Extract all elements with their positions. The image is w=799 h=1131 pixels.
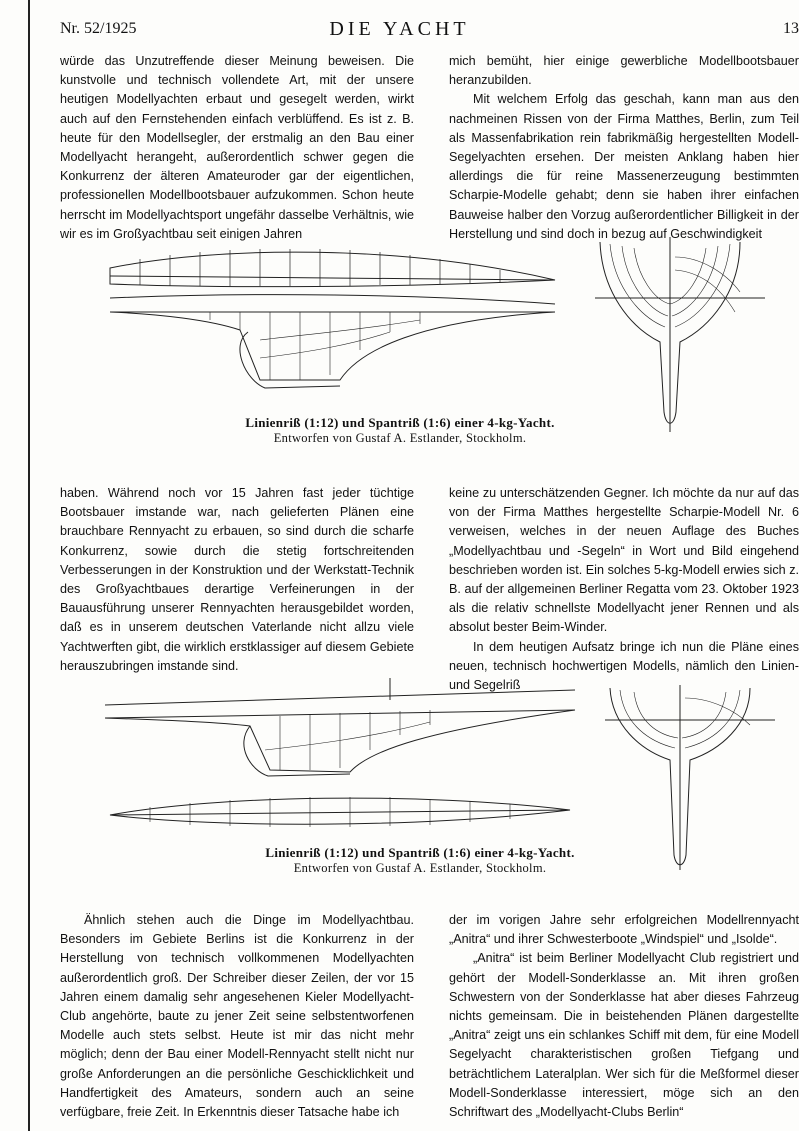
paragraph: mich bemüht, hier einige gewerbliche Modellbootsbauer heranzubilden.	[449, 54, 799, 88]
paragraph: der im vorigen Jahre sehr erfolgreichen Modellrennyacht „Anitra“ und ihrer Schwesterboote „Windspiel“ und „Isolde“.	[449, 913, 799, 947]
lines-plan-drawing-2	[100, 670, 580, 840]
page-binding-edge	[28, 0, 30, 1131]
text-top-right	[449, 52, 799, 244]
caption-title: Linienriß (1:12) und Spantriß (1:6) einer 4-kg-Yacht.	[265, 845, 575, 860]
paragraph: In dem heutigen Aufsatz bringe ich nun die Pläne eines neuen, technisch hochwertigen Modells, nämlich den Linien- und Segelriß	[449, 639, 799, 693]
paragraph: „Anitra“ ist beim Berliner Modellyacht Club registriert und gehört der Modell-Sonderklasse an. Mit ihren großen Schwestern von der Sonderklasse hat aber dieses Fahrzeug nichts gemeinsam. Die in beistehenden Plänen dargestellte „Anitra“ zeigt uns ein schlankes Schiff mit dem, für eine Modell Segelyacht charakteristischen großen Tiefgang und beträchtlichem Lateralplan. Wer sich für die Meßformel dieser Modell-Sonderklasse interessiert, möge sich an den Schriftwart des „Modellyacht-Clubs Berlin“	[449, 951, 799, 1120]
figure-caption-2	[180, 845, 660, 876]
paragraph: Ähnlich stehen auch die Dinge im Modellyachtbau. Besonders im Gebiete Berlins ist die Konkurrenz in der Herstellung von technisch vollkommenen Modellyachten außerordentlich groß. Der Schreiber dieser Zeilen, der vor 15 Jahren einem damalig sehr angesehenen Kieler Modellyacht-Club angehörte, baute zu jener Zeit seine selbstentworfenen Modelle auch stets selbst. Heute ist mir das nicht mehr möglich; denn der Bau einer Modell-Rennyacht stellt nicht nur große Anforderungen an die persönliche Geschicklichkeit und Handfertigkeit des Amateurs, sondern auch an seine verfügbare, freie Zeit. In Erkenntnis dieser Tatsache habe ich	[60, 913, 414, 1120]
text-bottom-right	[449, 911, 799, 1122]
body-plan-drawing-2	[600, 680, 780, 870]
paragraph: haben. Während noch vor 15 Jahren fast jeder tüchtige Bootsbauer imstande war, nach gelieferten Plänen eine brauchbare Rennyacht zu erbauen, so sind durch die scharfe Konkurrenz, sowie durch die stetig fortschreitenden Verbesserungen in der Konstruktion und der Werkstatt-Technik des Großyachtbaues derartige Verfeinerungen in der Bauausführung unserer Rennyachten herausgebildet worden, daß es in unserem deutschen Vaterlande nicht allzu viele Yachtwerften gibt, die wirklich erstklassiger auf diesem Gebiete herauszubringen imstande sind.	[60, 486, 414, 673]
figure-caption-1	[160, 415, 640, 446]
issue-number: Nr. 52/1925	[60, 20, 137, 37]
lines-plan-drawing-1	[100, 240, 570, 420]
text-top-left	[60, 52, 414, 244]
text-bottom-left	[60, 911, 414, 1122]
paragraph: keine zu unterschätzenden Gegner. Ich möchte da nur auf das von der Firma Matthes hergestellte Scharpie-Modell Nr. 6 verweisen, welches in der neuen Auflage des Buches „Modellyachtbau und -Segeln“ in Wort und Bild eingehend beschrieben worden ist. Ein solches 5-kg-Modell erwies sich z. B. auf der allgemeinen Berliner Regatta vom 23. Oktober 1923 als die relativ schnellste Modellyacht jener Rennen und als absolut bester Beim-Winder.	[449, 486, 799, 635]
caption-credit: Entworfen von Gustaf A. Estlander, Stockholm.	[273, 431, 527, 445]
page-number: 13	[783, 20, 799, 37]
text-middle-right	[449, 484, 799, 695]
text-middle-left	[60, 484, 414, 676]
page-header	[60, 18, 799, 42]
caption-credit: Entworfen von Gustaf A. Estlander, Stockholm.	[293, 861, 547, 875]
paragraph: Mit welchem Erfolg das geschah, kann man aus den nachmeinen Rissen von der Firma Matthes, Berlin, zum Teil als Massenfabrikation rein fabrikmäßig hergestellten Modell-Segelyachten ersehen. Der meisten Anklang haben hier allerdings die für reine Massenerzeugung bestimmten Scharpie-Modelle gehabt; denn sie haben ihrer einfachen Bauweise halber den Vorzug außerordentlicher Billigkeit in der Herstellung und sind doch in bezug auf Geschwindigkeit	[449, 92, 799, 241]
body-plan-drawing-1	[590, 232, 770, 432]
paragraph: würde das Unzutreffende dieser Meinung beweisen. Die kunstvolle und technisch vollendete Art, mit der unsere heutigen Modellyachten erbaut und gesegelt werden, wirkt auch auf den Fernstehenden einfach verblüffend. Es ist z. B. heute für den Modellsegler, der erstmalig an den Bau einer Modellyacht herangeht, außerordentlich schwer gegen die Konkurrenz der älteren Amateuroder gar der eigentlichen, professionellen Modellbootsbauer aufzukommen. Schon heute herrscht im Modellyachtsport ungefähr dasselbe Verhältnis, wie wir es im Großyachtbau seit einigen Jahren	[60, 54, 414, 241]
magazine-title: DIE YACHT	[329, 18, 470, 40]
caption-title: Linienriß (1:12) und Spantriß (1:6) einer 4-kg-Yacht.	[245, 415, 555, 430]
